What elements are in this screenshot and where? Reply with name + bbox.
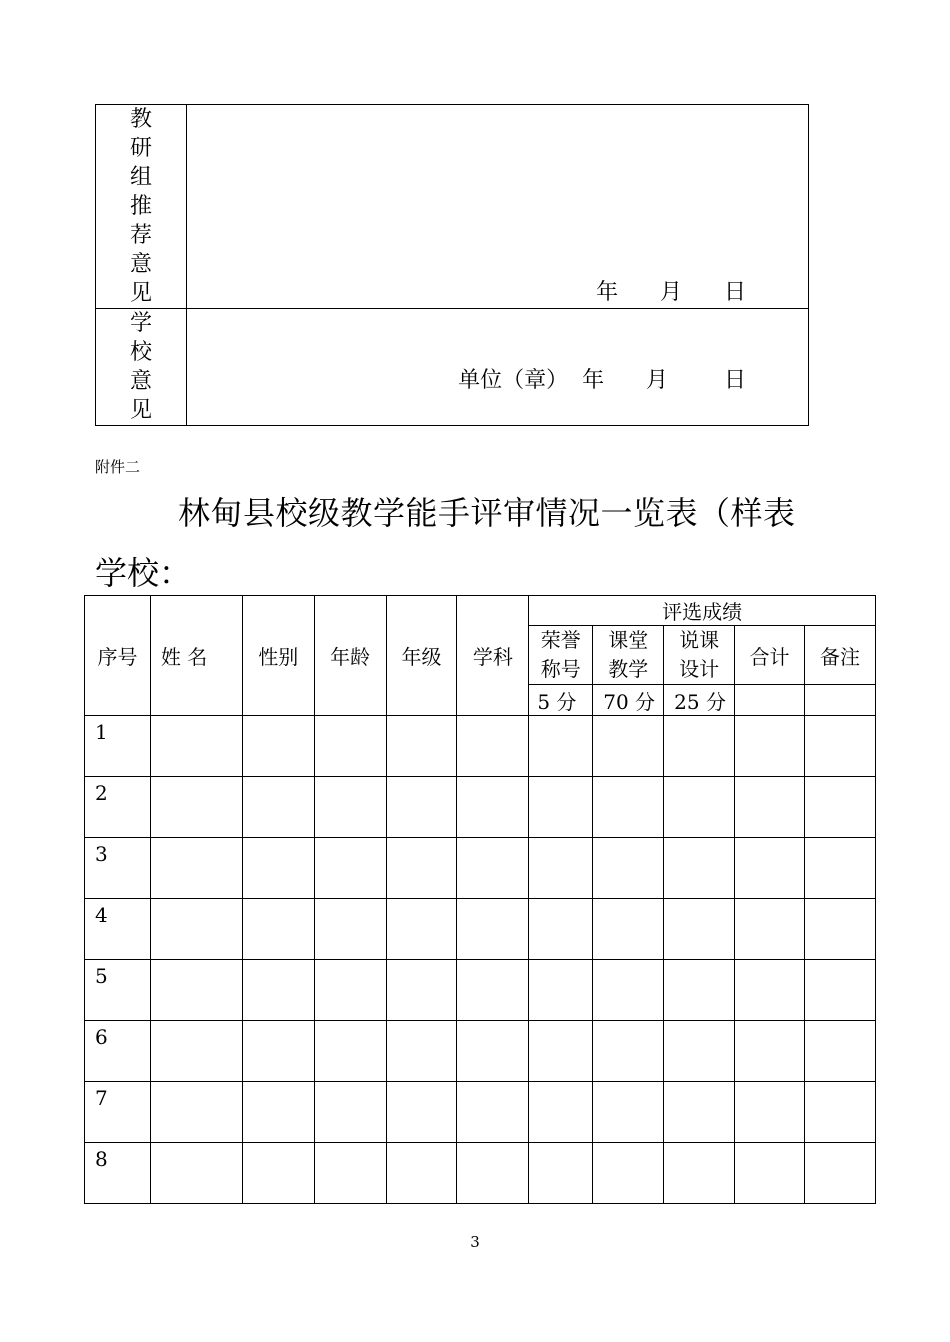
header-total: 合计 <box>735 626 805 685</box>
cell-age[interactable] <box>314 716 386 777</box>
cell-gender[interactable] <box>242 899 314 960</box>
table-row <box>85 899 876 960</box>
header-subject: 学科 <box>457 596 529 716</box>
row-seq: 2 <box>85 777 151 838</box>
cell-remark[interactable] <box>805 838 876 899</box>
cell-class[interactable] <box>593 960 664 1021</box>
label-char: 教 <box>129 107 152 132</box>
label-char: 组 <box>129 165 152 190</box>
label-char: 推 <box>129 194 152 219</box>
attachment-label: 附件二 <box>95 458 141 476</box>
cell-gender[interactable] <box>242 716 314 777</box>
row-seq: 7 <box>85 1082 151 1143</box>
cell-class[interactable] <box>593 1082 664 1143</box>
table-row <box>85 777 876 838</box>
cell-name[interactable] <box>150 1143 242 1204</box>
cell-grade[interactable] <box>386 716 457 777</box>
points-talk: 25 分 <box>664 685 735 716</box>
cell-subject[interactable] <box>457 716 529 777</box>
cell-grade[interactable] <box>386 777 457 838</box>
table-row <box>85 838 876 899</box>
cell-total[interactable] <box>735 777 805 838</box>
cell-grade[interactable] <box>386 1082 457 1143</box>
cell-remark[interactable] <box>805 960 876 1021</box>
cell-talk[interactable] <box>664 716 735 777</box>
row-seq: 1 <box>85 716 151 777</box>
cell-subject[interactable] <box>457 777 529 838</box>
teaching-group-opinion-label <box>96 105 187 309</box>
cell-class[interactable] <box>593 838 664 899</box>
cell-remark[interactable] <box>805 1021 876 1082</box>
header-seq: 序号 <box>85 596 151 716</box>
cell-class[interactable] <box>593 1021 664 1082</box>
cell-total[interactable] <box>735 960 805 1021</box>
header-class-teaching <box>593 626 664 685</box>
cell-gender[interactable] <box>242 1021 314 1082</box>
label-char: 意 <box>129 252 152 277</box>
header-age: 年龄 <box>314 596 386 716</box>
row-seq: 8 <box>85 1143 151 1204</box>
cell-honor[interactable] <box>529 960 593 1021</box>
header-line: 说课 <box>679 628 720 652</box>
cell-subject[interactable] <box>457 1143 529 1204</box>
cell-gender[interactable] <box>242 1143 314 1204</box>
points-class: 70 分 <box>593 685 664 716</box>
cell-age[interactable] <box>314 777 386 838</box>
cell-subject[interactable] <box>457 1082 529 1143</box>
cell-grade[interactable] <box>386 838 457 899</box>
cell-subject[interactable] <box>457 960 529 1021</box>
table-row <box>85 1143 876 1204</box>
cell-remark[interactable] <box>805 1082 876 1143</box>
label-char: 研 <box>129 136 152 161</box>
teaching-group-opinion-field[interactable] <box>187 105 809 309</box>
header-line: 设计 <box>679 657 720 681</box>
cell-class[interactable] <box>593 777 664 838</box>
row-seq: 6 <box>85 1021 151 1082</box>
cell-name[interactable] <box>150 1021 242 1082</box>
cell-age[interactable] <box>314 899 386 960</box>
cell-subject[interactable] <box>457 1021 529 1082</box>
cell-remark[interactable] <box>805 716 876 777</box>
school-label: 学校： <box>95 554 192 592</box>
label-char: 校 <box>129 340 152 365</box>
header-gender: 性别 <box>242 596 314 716</box>
points-total-empty <box>735 685 805 716</box>
cell-age[interactable] <box>314 838 386 899</box>
cell-name[interactable] <box>150 777 242 838</box>
label-char: 见 <box>129 281 152 306</box>
table-row <box>85 1082 876 1143</box>
cell-class[interactable] <box>593 899 664 960</box>
cell-talk[interactable] <box>664 777 735 838</box>
cell-grade[interactable] <box>386 1143 457 1204</box>
cell-subject[interactable] <box>457 838 529 899</box>
page-number: 3 <box>470 1233 480 1251</box>
document-title: 林甸县校级教学能手评审情况一览表（样表 <box>178 494 796 532</box>
cell-honor[interactable] <box>529 899 593 960</box>
cell-age[interactable] <box>314 1143 386 1204</box>
cell-class[interactable] <box>593 716 664 777</box>
recommendation-table <box>95 104 809 426</box>
table-row <box>85 960 876 1021</box>
cell-remark[interactable] <box>805 899 876 960</box>
cell-gender[interactable] <box>242 960 314 1021</box>
cell-subject[interactable] <box>457 899 529 960</box>
evaluation-table <box>84 595 876 1204</box>
header-honor-title <box>529 626 593 685</box>
label-char: 荐 <box>129 223 152 248</box>
cell-age[interactable] <box>314 1082 386 1143</box>
cell-class[interactable] <box>593 1143 664 1204</box>
table-row <box>85 716 876 777</box>
cell-total[interactable] <box>735 838 805 899</box>
cell-talk[interactable] <box>664 1021 735 1082</box>
points-honor: 5 分 <box>529 685 593 716</box>
header-name: 姓 名 <box>150 596 242 716</box>
header-line: 课堂 <box>608 628 649 652</box>
header-score-group: 评选成绩 <box>529 596 876 626</box>
cell-honor[interactable] <box>529 1143 593 1204</box>
cell-grade[interactable] <box>386 899 457 960</box>
cell-total[interactable] <box>735 1143 805 1204</box>
teaching-group-date: 年 月 日 <box>596 280 746 305</box>
school-seal-date: 单位（章） 年 月 日 <box>458 368 746 393</box>
cell-total[interactable] <box>735 716 805 777</box>
header-line: 荣誉 <box>540 628 581 652</box>
table-row <box>85 1021 876 1082</box>
cell-honor[interactable] <box>529 1082 593 1143</box>
label-char: 意 <box>129 369 152 394</box>
cell-gender[interactable] <box>242 1082 314 1143</box>
header-line: 称号 <box>540 657 581 681</box>
cell-talk[interactable] <box>664 960 735 1021</box>
cell-total[interactable] <box>735 1021 805 1082</box>
cell-name[interactable] <box>150 838 242 899</box>
cell-grade[interactable] <box>386 1021 457 1082</box>
cell-total[interactable] <box>735 1082 805 1143</box>
row-seq: 4 <box>85 899 151 960</box>
header-line: 教学 <box>608 657 649 681</box>
cell-gender[interactable] <box>242 777 314 838</box>
cell-age[interactable] <box>314 1021 386 1082</box>
cell-name[interactable] <box>150 899 242 960</box>
school-opinion-field[interactable] <box>187 309 809 426</box>
row-seq: 3 <box>85 838 151 899</box>
cell-name[interactable] <box>150 1082 242 1143</box>
cell-talk[interactable] <box>664 899 735 960</box>
school-opinion-label <box>96 309 187 426</box>
header-remark: 备注 <box>805 626 876 685</box>
header-lesson-design <box>664 626 735 685</box>
cell-name[interactable] <box>150 716 242 777</box>
header-grade: 年级 <box>386 596 457 716</box>
cell-name[interactable] <box>150 960 242 1021</box>
cell-talk[interactable] <box>664 838 735 899</box>
cell-talk[interactable] <box>664 1082 735 1143</box>
label-char: 见 <box>129 398 152 423</box>
row-seq: 5 <box>85 960 151 1021</box>
cell-honor[interactable] <box>529 716 593 777</box>
cell-remark[interactable] <box>805 1143 876 1204</box>
cell-talk[interactable] <box>664 1143 735 1204</box>
points-remark-empty <box>805 685 876 716</box>
cell-honor[interactable] <box>529 838 593 899</box>
cell-gender[interactable] <box>242 838 314 899</box>
label-char: 学 <box>129 311 152 336</box>
cell-honor[interactable] <box>529 1021 593 1082</box>
cell-total[interactable] <box>735 899 805 960</box>
cell-grade[interactable] <box>386 960 457 1021</box>
cell-remark[interactable] <box>805 777 876 838</box>
cell-honor[interactable] <box>529 777 593 838</box>
cell-age[interactable] <box>314 960 386 1021</box>
